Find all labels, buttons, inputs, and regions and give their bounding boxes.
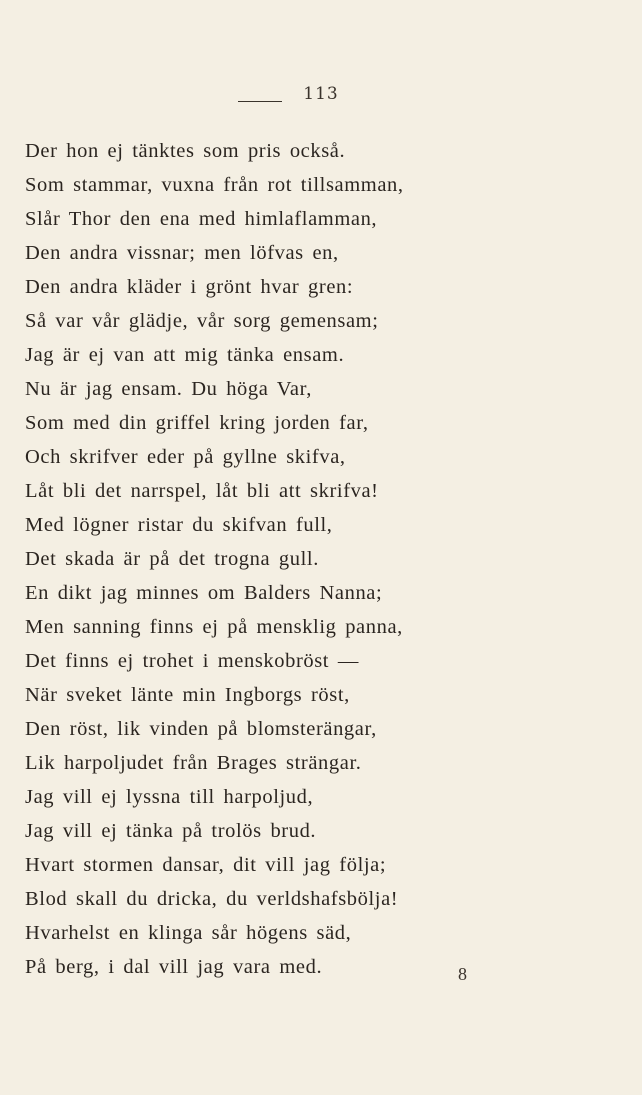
verse-line: Det skada är på det trogna gull. [25, 548, 319, 570]
verse-line: Nu är jag ensam. Du höga Var, [25, 378, 312, 400]
verse-line: Den andra kläder i grönt hvar gren: [25, 276, 354, 298]
verse-line: Jag vill ej tänka på trolös brud. [25, 820, 317, 842]
verse-line: Den andra vissnar; men löfvas en, [25, 242, 339, 264]
verse-line: Låt bli det narrspel, låt bli att skrifva! [25, 480, 379, 502]
verse-line: När sveket länte min Ingborgs röst, [25, 684, 350, 706]
verse-line: Blod skall du dricka, du verldshafsbölja! [25, 888, 399, 910]
verse-line: Jag är ej van att mig tänka ensam. [25, 344, 345, 366]
signature-mark: 8 [458, 964, 467, 984]
verse-line: Hvart stormen dansar, dit vill jag följa; [25, 854, 387, 876]
verse-line: En dikt jag minnes om Balders Nanna; [25, 582, 383, 604]
verse-line: Med lögner ristar du skifvan full, [25, 514, 333, 536]
verse-line: Som med din griffel kring jorden far, [25, 412, 369, 434]
verse-line: Så var vår glädje, vår sorg gemensam; [25, 310, 379, 332]
poem-text [25, 134, 625, 984]
verse-line: På berg, i dal vill jag vara med. [25, 956, 323, 978]
page-number-rule [238, 101, 282, 102]
verse-line: Jag vill ej lyssna till harpoljud, [25, 786, 314, 808]
verse-line: Men sanning finns ej på mensklig panna, [25, 616, 403, 638]
verse-line: Den röst, lik vinden på blomsterängar, [25, 718, 377, 740]
verse-line: Slår Thor den ena med himlaflamman, [25, 208, 378, 230]
verse-line: Lik harpoljudet från Brages strängar. [25, 752, 362, 774]
page-number: 113 [303, 84, 339, 104]
verse-line: Och skrifver eder på gyllne skifva, [25, 446, 346, 468]
verse-line: Hvarhelst en klinga sår högens säd, [25, 922, 352, 944]
verse-line: Det finns ej trohet i menskobröst — [25, 650, 359, 672]
verse-line: Der hon ej tänktes som pris också. [25, 140, 346, 162]
verse-line: Som stammar, vuxna från rot tillsamman, [25, 174, 404, 196]
